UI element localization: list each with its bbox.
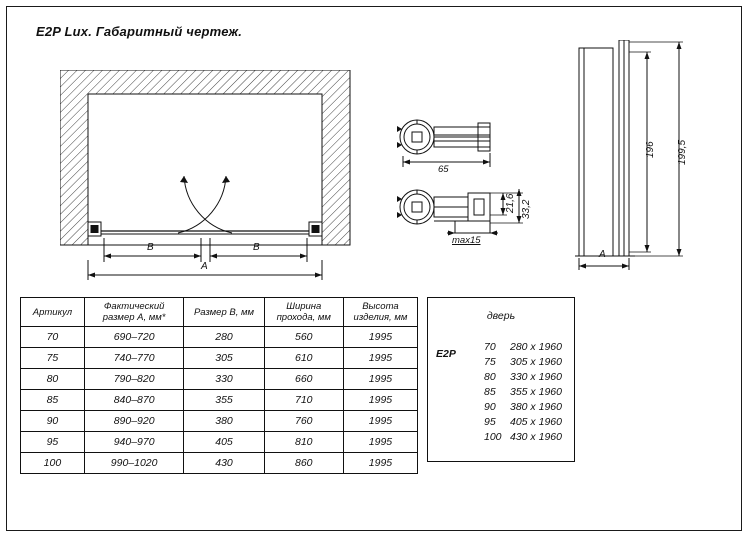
cell-size-a: 690–720 [84,327,184,348]
dim-21-6: 21,6 [505,193,516,213]
cell-size-a: 940–970 [84,432,184,453]
cell-passage: 710 [264,390,343,411]
list-item [484,415,562,430]
cell-article: 100 [21,453,85,474]
cell-passage: 860 [264,453,343,474]
door-code: 90 [484,401,496,413]
cell-height: 1995 [343,411,417,432]
table-row [21,432,418,453]
table-row [21,453,418,474]
door-size: 405 x 1960 [510,416,562,428]
door-code: 70 [484,341,496,353]
door-size: 355 x 1960 [510,386,562,398]
side-view-drawing [575,40,735,280]
list-item [484,400,562,415]
cell-size-a: 990–1020 [84,453,184,474]
dim-199-5: 199,5 [677,139,688,165]
col-actual-size-a: Фактический размер А, мм* [84,298,184,327]
table-body [21,327,418,474]
dim-65: 65 [438,164,449,175]
list-item [484,355,562,370]
dim-b-right: B [253,242,260,253]
door-size: 305 x 1960 [510,356,562,368]
cell-height: 1995 [343,369,417,390]
cell-passage: 560 [264,327,343,348]
door-size: 430 x 1960 [510,431,562,443]
table-row [21,327,418,348]
dim-max15: max15 [452,235,481,246]
cell-article: 85 [21,390,85,411]
cell-height: 1995 [343,348,417,369]
cell-size-b: 355 [184,390,264,411]
door-series-label: E2P [436,348,456,360]
cell-size-b: 430 [184,453,264,474]
list-item [484,340,562,355]
table-header-row [21,298,418,327]
cell-size-a: 740–770 [84,348,184,369]
cell-passage: 810 [264,432,343,453]
dim-a: A [201,261,208,272]
cell-size-b: 405 [184,432,264,453]
table-row [21,348,418,369]
door-table-rows [484,340,562,445]
cell-article: 75 [21,348,85,369]
cell-size-a: 790–820 [84,369,184,390]
dim-a-side: A [599,249,606,260]
table-row [21,390,418,411]
page-title: E2P Lux. Габаритный чертеж. [36,24,243,39]
dim-b-left: B [147,242,154,253]
cell-article: 90 [21,411,85,432]
col-article: Артикул [21,298,85,327]
list-item [484,430,562,445]
cell-height: 1995 [343,432,417,453]
cell-article: 70 [21,327,85,348]
cell-height: 1995 [343,327,417,348]
door-size: 380 x 1960 [510,401,562,413]
door-size: 280 x 1960 [510,341,562,353]
door-size: 330 x 1960 [510,371,562,383]
list-item [484,370,562,385]
col-size-b: Размер В, мм [184,298,264,327]
table-row [21,411,418,432]
dim-196: 196 [645,141,656,158]
door-code: 85 [484,386,496,398]
cell-passage: 760 [264,411,343,432]
cell-size-b: 380 [184,411,264,432]
door-code: 100 [484,431,502,443]
cell-passage: 660 [264,369,343,390]
cell-size-b: 330 [184,369,264,390]
cell-size-a: 840–870 [84,390,184,411]
col-product-height: Высота изделия, мм [343,298,417,327]
cell-height: 1995 [343,390,417,411]
cell-size-a: 890–920 [84,411,184,432]
profile-sections [395,115,575,275]
elevation-svg [60,70,360,285]
col-passage-width: Ширина прохода, мм [264,298,343,327]
spec-table [20,297,418,474]
door-code: 80 [484,371,496,383]
cell-article: 95 [21,432,85,453]
door-code: 95 [484,416,496,428]
cell-size-b: 305 [184,348,264,369]
elevation-drawing [60,70,350,270]
door-table-header: дверь [486,310,516,322]
cell-article: 80 [21,369,85,390]
door-code: 75 [484,356,496,368]
section-svg [395,115,580,280]
dim-33-2: 33,2 [521,199,532,219]
list-item [484,385,562,400]
table-row [21,369,418,390]
cell-height: 1995 [343,453,417,474]
door-table [427,297,575,462]
cell-passage: 610 [264,348,343,369]
cell-size-b: 280 [184,327,264,348]
